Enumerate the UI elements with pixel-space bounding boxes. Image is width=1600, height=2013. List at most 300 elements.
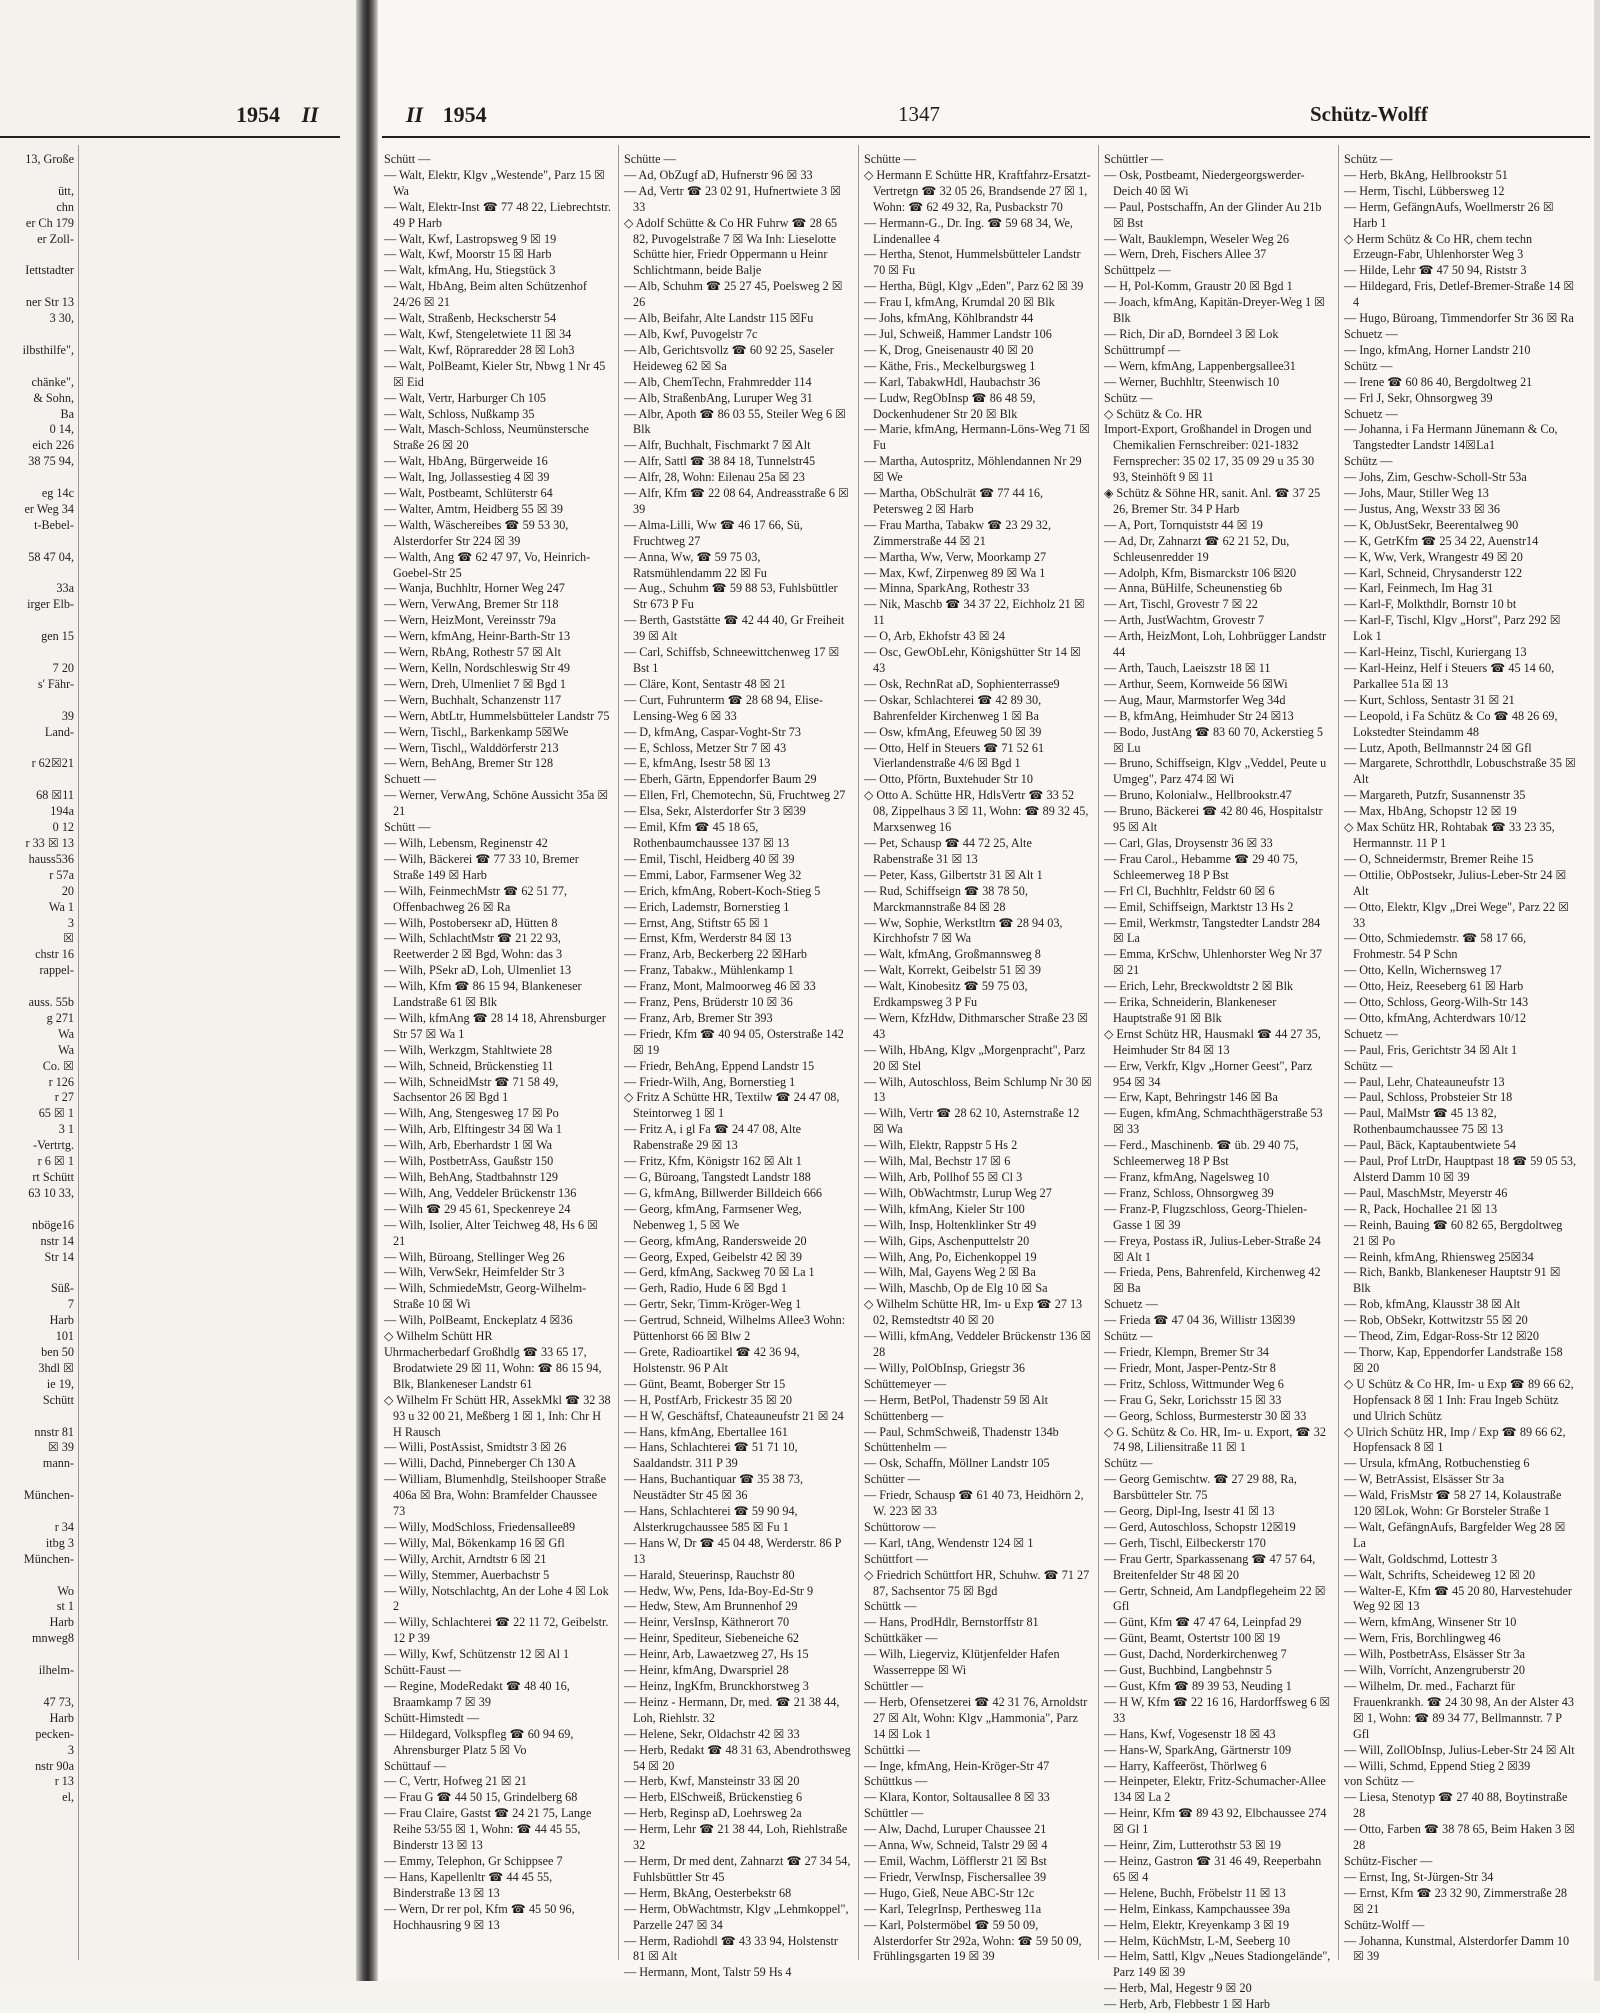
directory-entry: — Ernst, Ang, Stiftstr 65 ☒ 1 <box>624 915 769 930</box>
directory-entry: — Eugen, kfmAng, Schmachthägerstraße 53 ☒ 33 <box>1104 1106 1323 1137</box>
directory-entry: — Wern, kfmAng, Lappenbergsallee31 <box>1104 358 1296 373</box>
fragment-line <box>0 470 74 486</box>
surname-heading: Schütz — <box>1344 152 1393 166</box>
directory-entry: — Ottilie, ObPostsekr, Julius-Leber-Str 24 ☒ Alt <box>1344 867 1567 898</box>
surname-heading: Schüttenberg — <box>864 1408 944 1423</box>
directory-entry: — Alb, Beifahr, Alte Landstr 115 ☒Fu <box>624 311 814 326</box>
directory-entry: — Wilh, Arb, Pollhof 55 ☒ Cl 3 <box>864 1170 1023 1184</box>
directory-entry: — K, Drog, Gneisenaustr 40 ☒ 20 <box>864 342 1034 357</box>
directory-entry: — Karl-F, Tischl, Klgv „Horst", Parz 292 ☒ Lok 1 <box>1344 613 1561 644</box>
surname-heading: Schüttkäker — <box>864 1631 938 1646</box>
directory-entry: — Wilh, ObWachtmstr, Lurup Weg 27 <box>864 1185 1052 1200</box>
directory-entry: — Wilh, PostbetrAss, Elsässer Str 3a <box>1344 1647 1526 1662</box>
directory-entry: — Reinh, Bauing ☎ 60 82 65, Bergdoltweg 21 ☒ Po <box>1344 1217 1563 1248</box>
directory-entry: — Karl, Polstermöbel ☎ 59 50 09, Alsterdorfer Str 292a, Wohn: ☎ 59 50 09, Frühlingsgarten 19 ☒ 39 <box>864 1917 1082 1964</box>
directory-entry: — Helm, Sattl, Klgv „Neues Stadiongelände", Parz 149 ☒ 39 <box>1104 1949 1331 1980</box>
directory-entry: — Friedr, Kfm ☎ 40 94 05, Osterstraße 142 ☒ 19 <box>624 1026 844 1057</box>
fragment-line: er Ch 179 <box>25 215 74 230</box>
directory-entry: — Oskar, Schlachterei ☎ 42 89 30, Bahrenfelder Kirchenweg 1 ☒ Ba <box>864 692 1042 723</box>
directory-entry: — Hertha, Stenot, Hummelsbütteler Landstr 70 ☒ Fu <box>864 247 1081 278</box>
directory-entry: — Wilh, VerwSekr, Heimfelder Str 3 <box>384 1265 565 1280</box>
directory-entry: — Hans, ProdHdlr, Bernstorffstr 81 <box>864 1615 1039 1630</box>
directory-entry: — Wilh, Postoberseкr aD, Hütten 8 <box>384 915 558 930</box>
fragment-line: irger Elb- <box>27 597 74 612</box>
directory-entry: — Wilh, Büroang, Stellinger Weg 26 <box>384 1249 565 1264</box>
fragment-line: itbg 3 <box>45 1535 74 1550</box>
directory-entry: — Alb, StraßenbAng, Luruper Weg 31 <box>624 390 813 405</box>
column-3 <box>864 152 1092 1964</box>
directory-entry: — Rob, ObSekr, Kottwitzstr 55 ☒ 20 <box>1344 1313 1528 1328</box>
directory-entry: — Theod, Zim, Edgar-Ross-Str 12 ☒20 <box>1344 1329 1539 1344</box>
fragment-line: 65 ☒ 1 <box>38 1106 74 1121</box>
page-edge <box>1594 0 1600 1981</box>
fragment-line: 3hdl ☒ <box>38 1360 74 1375</box>
fragment-line <box>0 327 74 343</box>
fragment-line: 0 14, <box>49 422 74 437</box>
directory-entry: — Gerd, kfmAng, Sackweg 70 ☒ La 1 <box>624 1265 815 1280</box>
directory-entry: — Wilh, Insp, Holtenklinker Str 49 <box>864 1217 1037 1232</box>
fragment-line: 20 <box>61 883 74 898</box>
directory-entry: — Wern, Kelln, Nordschleswig Str 49 <box>384 661 570 675</box>
fragment-line: München- <box>23 1488 74 1503</box>
directory-entry: — K, ObJustSekr, Beerentalweg 90 <box>1344 517 1519 532</box>
book-gutter <box>356 0 378 1981</box>
directory-entry: — Arth, JustWachtm, Grovestr 7 <box>1104 613 1265 628</box>
directory-entry: — Wilh, PostbetrAss, Gaußstr 150 <box>384 1154 554 1169</box>
directory-entry: — Berth, Gaststätte ☎ 42 44 40, Gr Freiheit 39 ☒ Alt <box>624 613 845 644</box>
fragment-line <box>0 1568 74 1584</box>
fragment-line: 38 75 94, <box>28 454 74 469</box>
directory-entry: — Herb, Reginsp aD, Loehrsweg 2a <box>624 1806 802 1821</box>
directory-entry: — G, kfmAng, Billwerder Billdeich 666 <box>624 1185 823 1200</box>
fragment-line: gen 15 <box>41 629 74 644</box>
directory-entry: — Walt, Straßenb, Heckscherstr 54 <box>384 311 557 326</box>
directory-entry: — Frau G, Sekr, Lorichsstr 15 ☒ 33 <box>1104 1392 1282 1407</box>
directory-entry: — Herm, ObWachtmstr, Klgv „Lehmkoppel", Parzelle 247 ☒ 34 <box>624 1901 849 1932</box>
directory-entry: — G, Büroang, Tangstedt Landstr 188 <box>624 1170 811 1184</box>
directory-entry: — Emil, Schiffseign, Marktstr 13 Hs 2 <box>1104 899 1294 914</box>
fragment-line: auss. 55b <box>28 995 74 1010</box>
directory-entry: — Ernst, Ing, St-Jürgen-Str 34 <box>1344 1869 1494 1884</box>
fragment-line: hauss536 <box>28 851 74 866</box>
directory-entry: — Erw, Kapt, Behringstr 146 ☒ Ba <box>1104 1090 1278 1105</box>
left-header-year: 1954 <box>236 102 280 127</box>
surname-heading: Schütz-Fischer — <box>1344 1853 1433 1868</box>
fragment-line: Harb <box>49 1615 74 1630</box>
directory-entry: — Wern, kfmAng, Heinr-Barth-Str 13 <box>384 629 571 644</box>
directory-entry: — Walt, Schrifts, Scheideweg 12 ☒ 20 <box>1344 1567 1536 1582</box>
directory-entry: — William, Blumenhdlg, Steilshooper Straße 406a ☒ Bra, Wohn: Bramfelder Chaussee 73 <box>384 1472 607 1519</box>
directory-entry: — D, kfmAng, Caspar-Voght-Str 73 <box>624 724 801 739</box>
surname-heading: Schütte — <box>624 152 676 166</box>
directory-entry: — Willy, PolObInsp, Griegstr 36 <box>864 1360 1025 1375</box>
firm-entry: ◇ Friedrich Schüttfort HR, Schuhw. ☎ 71 27 87, Sachsentor 75 ☒ Bgd <box>864 1567 1090 1598</box>
firm-entry: ◇ Adolf Schütte & Co HR Fuhrw ☎ 28 65 82, Puvogelstraße 7 ☒ Wa Inh: Lieselotte Schütte hier, Friedr Oppermann u Heinr Schlichtmann, beide Balje <box>624 215 838 278</box>
directory-entry: — Paul, MaschMstr, Meyerstr 46 <box>1344 1185 1508 1200</box>
directory-entry: — Willy, Mal, Bökenkamp 16 ☒ Gfl <box>384 1535 565 1550</box>
directory-entry: — Johs, Zim, Geschw-Scholl-Str 53a <box>1344 470 1527 485</box>
surname-heading: Schütt — <box>384 820 431 835</box>
directory-entry: — Herm, Lehr ☎ 21 38 44, Loh, Riehlstraße 32 <box>624 1822 848 1853</box>
directory-entry: — Hans, kfmAng, Ebertallee 161 <box>624 1424 788 1439</box>
surname-heading: Schüttkus — <box>864 1774 928 1789</box>
firm-entry: ◇ Wilhelm Fr Schütt HR, AssekMkl ☎ 32 38 93 u 32 00 21, Meßberg 1 ☒ 1, Inh: Chr H H Rausch <box>384 1392 611 1439</box>
directory-entry: — Wilh, Mal, Gayens Weg 2 ☒ Ba <box>864 1265 1036 1280</box>
directory-entry: — Wilh, PolBeamt, Enckeplatz 4 ☒36 <box>384 1313 573 1328</box>
directory-entry: — Willi, Schmd, Eppend Stieg 2 ☒39 <box>1344 1758 1531 1773</box>
fragment-line: 7 20 <box>52 661 74 675</box>
directory-entry: — Minna, SparkAng, Rothestr 33 <box>864 581 1030 596</box>
directory-entry: — W, BetrAssist, Elsässer Str 3a <box>1344 1472 1505 1487</box>
directory-entry: — Alfr, 28, Wohn: Eilenau 25a ☒ 23 <box>624 470 805 485</box>
directory-entry: — Wilh, SchneidMstr ☎ 71 58 49, Sachsentor 26 ☒ Bgd 1 <box>384 1074 559 1105</box>
fragment-line: 39 <box>61 708 74 723</box>
directory-entry: — Georg, Exped, Geibelstr 42 ☒ 39 <box>624 1249 802 1264</box>
surname-heading: Schütte — <box>864 152 916 166</box>
directory-entry: — Anna, Ww, Schneid, Talstr 29 ☒ 4 <box>864 1838 1048 1853</box>
directory-entry: — Aug., Schuhm ☎ 59 88 53, Fuhlsbüttler Str 673 P Fu <box>624 581 838 612</box>
directory-entry: — Herm, Dr med dent, Zahnarzt ☎ 27 34 54, Fuhlsbüttler Str 45 <box>624 1853 851 1884</box>
directory-entry: — Paul, Schloss, Probsteier Str 18 <box>1344 1090 1513 1105</box>
directory-entry: — Willi, PostAssist, Smidtstr 3 ☒ 26 <box>384 1440 567 1455</box>
directory-entry: — Walt, Vertr, Harburger Ch 105 <box>384 390 547 405</box>
directory-entry: — Willi, Dachd, Pinneberger Ch 130 A <box>384 1456 577 1471</box>
directory-entry: — Anna, BüHilfe, Scheunenstieg 6b <box>1104 581 1283 596</box>
directory-entry: — Wilh, Werkzgm, Stahltwiete 28 <box>384 1042 552 1057</box>
fragment-line: ie 19, <box>46 1376 74 1391</box>
directory-entry: — Curt, Fuhrunterm ☎ 28 68 94, Elise-Lensing-Weg 6 ☒ 33 <box>624 692 823 723</box>
fragment-line: Süß- <box>50 1281 74 1296</box>
fragment-line: ben 50 <box>41 1344 74 1359</box>
directory-entry: — Friedr, Klempn, Bremer Str 34 <box>1104 1344 1270 1359</box>
directory-entry: — Hans, Kwf, Vogesenstr 18 ☒ 43 <box>1104 1726 1276 1741</box>
directory-entry: — Hans, Schlachterei ☎ 51 71 10, Saaldandstr. 311 P 39 <box>624 1440 798 1471</box>
directory-entry: — O, Schneidermstr, Bremer Reihe 15 <box>1344 851 1534 866</box>
directory-entry: — Bruno, Kolonialw., Hellbrookstr.47 <box>1104 788 1292 803</box>
column-rule-1 <box>618 145 619 1960</box>
fragment-line: 58 47 04, <box>28 549 74 564</box>
fragment-line: r 6 ☒ 1 <box>37 1154 74 1169</box>
directory-entry: — Erw, Verkfr, Klgv „Horner Geest", Parz 954 ☒ 34 <box>1104 1058 1313 1089</box>
directory-entry: — Wern, VerwAng, Bremer Str 118 <box>384 597 559 612</box>
directory-entry: — Frau G ☎ 44 50 15, Grindelberg 68 <box>384 1790 578 1805</box>
fragment-line: 3 <box>67 915 74 930</box>
column-5 <box>1344 152 1577 1964</box>
directory-entry: — Ingo, kfmAng, Horner Landstr 210 <box>1344 342 1531 357</box>
fragment-line: er Zoll- <box>37 231 74 246</box>
directory-entry: — Gust, Dachd, Norderkirchenweg 7 <box>1104 1647 1287 1662</box>
directory-entry: — Franz, Mont, Malmoorweg 46 ☒ 33 <box>624 979 816 994</box>
directory-entry: — Wern, Fris, Borchlingweg 46 <box>1344 1631 1501 1646</box>
directory-entry: — Wilh, Liegerviz, Klütjenfelder Hafen Wasserreppe ☒ Wi <box>864 1647 1060 1678</box>
directory-entry: — Wilh, Maschb, Op de Elg 10 ☒ Sa <box>864 1281 1048 1296</box>
directory-entry: — Wern, RbAng, Rothestr 57 ☒ Alt <box>384 645 561 660</box>
surname-heading: Schütz — <box>1344 358 1393 373</box>
directory-entry: — Aug, Maur, Marmstorfer Weg 34d <box>1104 692 1286 707</box>
directory-entry: — Willy, Kwf, Schützenstr 12 ☒ Al 1 <box>384 1647 570 1662</box>
directory-entry: — Emmy, Telephon, Gr Schippsee 7 <box>384 1853 563 1868</box>
fragment-line: München- <box>23 1551 74 1566</box>
directory-entry: — Bodo, JustAng ☎ 83 60 70, Ackerstieg 5 ☒ Lu <box>1104 724 1323 755</box>
directory-entry: — Heinz, IngKfm, Brunckhorstweg 3 <box>624 1679 809 1693</box>
directory-entry: — Helm, KüchMstr, L-M, Seeberg 10 <box>1104 1933 1291 1948</box>
directory-entry: — Otto, Heiz, Reeseberg 61 ☒ Harb <box>1344 979 1524 994</box>
directory-entry: — Wilh, Vertr ☎ 28 62 10, Asternstraße 12 ☒ Wa <box>864 1106 1080 1137</box>
directory-entry: — Emil, Wachm, Löfflerstr 21 ☒ Bst <box>864 1853 1047 1868</box>
fragment-line: ☒ 39 <box>47 1440 74 1455</box>
directory-entry: — Wilh, Ang, Stengesweg 17 ☒ Po <box>384 1106 559 1121</box>
directory-entry: — Gerd, Autoschloss, Schopstr 12☒19 <box>1104 1519 1296 1534</box>
fragment-line <box>0 1679 74 1695</box>
directory-entry: — Ursula, kfmAng, Rotbuchenstieg 6 <box>1344 1456 1530 1471</box>
directory-entry: — Franz, Arb, Bremer Str 393 <box>624 1010 773 1025</box>
directory-entry: — Herb, Kwf, Mansteinstr 33 ☒ 20 <box>624 1774 800 1789</box>
directory-entry: — Günt, Beamt, Boberger Str 15 <box>624 1376 786 1391</box>
directory-entry: — Hedw, Stew, Am Brunnenhof 29 <box>624 1599 798 1614</box>
directory-entry: — Emil, Werkmstr, Tangstedter Landstr 284 ☒ La <box>1104 915 1321 946</box>
directory-entry: — Wilh, Autoschloss, Beim Schlump Nr 30 ☒ 13 <box>864 1074 1092 1105</box>
fragment-line: ütt, <box>58 183 74 198</box>
directory-entry: — Grete, Radioartikel ☎ 42 36 94, Holstenstr. 96 P Alt <box>624 1344 800 1375</box>
directory-entry: — Harry, Kaffeeröst, Thörlweg 6 <box>1104 1758 1267 1773</box>
fragment-line: eich 226 <box>32 438 74 453</box>
directory-entry: — Carl, Schiffsb, Schneewittchenweg 17 ☒ Bst 1 <box>624 645 840 675</box>
directory-entry: — Kurt, Schloss, Sentastr 31 ☒ 21 <box>1344 692 1515 707</box>
directory-entry: — C, Vertr, Hofweg 21 ☒ 21 <box>384 1774 527 1789</box>
directory-entry: — Walt, Korrekt, Geibelstr 51 ☒ 39 <box>864 963 1041 978</box>
directory-entry: — Emil, Tischl, Heidberg 40 ☒ 39 <box>624 851 795 866</box>
directory-entry: — Wern, KfzHdw, Dithmarscher Straße 23 ☒ 43 <box>864 1010 1089 1041</box>
directory-entry: — Rud, Schiffseign ☎ 38 78 50, Marckmannstraße 84 ☒ 28 <box>864 883 1028 914</box>
fragment-line <box>0 645 74 661</box>
directory-entry: — Wilh, HbAng, Klgv „Morgenpracht", Parz 20 ☒ Stel <box>864 1042 1086 1073</box>
directory-entry: — Osk, Postbeamt, Niedergeorgswerder-Deich 40 ☒ Wi <box>1104 167 1305 198</box>
firm-entry: ◇ Otto A. Schütte HR, HdlsVertr ☎ 33 52 08, Zippelhaus 3 ☒ 11, Wohn: ☎ 89 32 45, Marxsenweg 16 <box>864 788 1089 835</box>
directory-entry: — Cläre, Kont, Sentastr 48 ☒ 21 <box>624 676 786 691</box>
directory-entry: — Walt, Masch-Schloss, Neumünstersche Straße 26 ☒ 20 <box>384 422 589 453</box>
directory-entry: — Martha, ObSchulrät ☎ 77 44 16, Petersweg 2 ☒ Harb <box>864 486 1044 516</box>
directory-entry: — Erich, Lademstr, Bornerstieg 1 <box>624 899 790 914</box>
directory-entry: — Hedw, Ww, Pens, Ida-Boy-Ed-Str 9 <box>624 1583 814 1598</box>
directory-entry: — Herb, Arb, Flebbestr 1 ☒ Harb <box>1104 1997 1270 2012</box>
directory-entry: — Wilh, Bäckerei ☎ 77 33 10, Bremer Straße 149 ☒ Harb <box>384 851 579 882</box>
surname-heading: Schüttler — <box>864 1679 924 1693</box>
running-head: Schütz-Wolff <box>1310 102 1428 126</box>
fragment-line: Harb <box>49 1313 74 1328</box>
column-4 <box>1104 152 1332 2012</box>
directory-entry: — Wern, HeizMont, Vereinsstr 79a <box>384 613 556 628</box>
directory-entry: — Heinpeter, Elektr, Fritz-Schumacher-Allee 134 ☒ La 2 <box>1104 1774 1326 1805</box>
surname-heading: Schüttler — <box>864 1806 924 1821</box>
fragment-line: t-Bebel- <box>34 517 74 532</box>
fragment-line: chänke", <box>31 374 74 389</box>
directory-entry: — Herm, GefängnAufs, Woellmerstr 26 ☒ Harb 1 <box>1344 199 1554 230</box>
surname-heading: Schuetz — <box>1104 1297 1158 1312</box>
directory-entry: — Regine, ModeRedakt ☎ 48 40 16, Braamkamp 7 ☒ 39 <box>384 1679 570 1709</box>
firm-entry: ◇ U Schütz & Co HR, Im- u Exp ☎ 89 66 62, Hopfensack 8 ☒ 1 Inh: Frau Ingeb Schütz und Ulrich Schütz <box>1344 1376 1574 1423</box>
fragment-line <box>0 1504 74 1520</box>
directory-entry: — Otto, Schloss, Georg-Wilh-Str 143 <box>1344 995 1529 1010</box>
directory-entry: — Walt, Goldschmd, Lottestr 3 <box>1344 1551 1498 1566</box>
directory-entry: — Ellen, Frl, Chemotechn, Sü, Fruchtweg 27 <box>624 788 846 803</box>
fragment-line: 3 30, <box>49 311 74 326</box>
surname-heading: Schütt — <box>384 152 431 166</box>
directory-entry: — Friedr-Wilh, Ang, Bornerstieg 1 <box>624 1074 796 1089</box>
directory-entry: — Wilh, Gips, Aschenputtelstr 20 <box>864 1233 1030 1248</box>
fragment-line <box>0 741 74 757</box>
directory-entry: — Walt, Kwf, Stengeletwiete 11 ☒ 34 <box>384 326 572 341</box>
directory-entry: — Walt, Kwf, Röpraredder 28 ☒ Loh3 <box>384 342 575 357</box>
directory-entry: — Wilh, Isolier, Alter Teichweg 48, Hs 6 ☒ 21 <box>384 1217 599 1248</box>
left-column-fragments <box>0 152 74 1952</box>
directory-entry: — Franz-P, Flugzschloss, Georg-Thielen-Gasse 1 ☒ 39 <box>1104 1201 1308 1232</box>
directory-entry: — B, kfmAng, Heimhuder Str 24 ☒13 <box>1104 708 1294 723</box>
fragment-line: & Sohn, <box>33 390 74 405</box>
directory-entry: — Georg, kfmAng, Farmsener Weg, Nebenweg 1, 5 ☒ We <box>624 1201 802 1232</box>
directory-entry: — Wald, FrisMstr ☎ 58 27 14, Kolaustraße 120 ☒Lok, Wohn: Gr Borsteler Straße 1 <box>1344 1488 1562 1519</box>
directory-entry: — Heinr, Zim, Lutterothstr 53 ☒ 19 <box>1104 1838 1281 1853</box>
fragment-line: r 34 <box>54 1519 74 1534</box>
directory-entry: — Frau Claire, Gastst ☎ 24 21 75, Lange Reihe 53/55 ☒ 1, Wohn: ☎ 44 45 55, Binderstr 13 ☒ 13 <box>384 1806 592 1853</box>
directory-entry: — Walt, Kinobesitz ☎ 59 75 03, Erdkampsweg 3 P Fu <box>864 979 1028 1010</box>
directory-entry: — Alb, Kwf, Puvogelstr 7c <box>624 326 758 341</box>
surname-heading: Schüttk — <box>864 1599 917 1614</box>
directory-entry: — Franz, kfmAng, Nagelsweg 10 <box>1104 1170 1270 1184</box>
firm-entry: ◇ Hermann E Schütte HR, Kraftfahrz-Ersatzt-Vertretgn ☎ 32 05 26, Brandsende 27 ☒ 1, Wohn: ☎ 62 49 32, Ra, Pusbackstr 70 <box>864 167 1091 214</box>
fragment-line: Wa <box>58 1042 74 1057</box>
surname-heading: Schüttorow — <box>864 1519 936 1534</box>
directory-entry: — Heinr, kfmAng, Dwarspriel 28 <box>624 1663 789 1678</box>
directory-entry: — Frl Cl, Buchhltr, Feldstr 60 ☒ 6 <box>1104 883 1275 898</box>
directory-entry: — Hildegard, Volkspfleg ☎ 60 94 69, Ahrensburger Platz 5 ☒ Vo <box>384 1726 574 1757</box>
directory-entry: — Hans W, Dr ☎ 45 04 48, Werderstr. 86 P 13 <box>624 1535 841 1566</box>
fragment-line: Wa <box>58 1026 74 1041</box>
fragment-line: r 33 ☒ 13 <box>25 835 74 850</box>
directory-entry: — Willy, ModSchloss, Friedensallee89 <box>384 1519 576 1534</box>
fragment-line: r 13 <box>54 1774 74 1789</box>
directory-entry: — Rich, Bankb, Blankeneser Hauptstr 91 ☒ Blk <box>1344 1265 1561 1296</box>
directory-entry: — Ludw, RegObInsp ☎ 86 48 59, Dockenhudener Str 20 ☒ Blk <box>864 390 1036 421</box>
directory-entry: — Wern, BehAng, Bremer Str 128 <box>384 756 554 771</box>
directory-entry: — Klara, Kontor, Soltausallee 8 ☒ 33 <box>864 1790 1050 1805</box>
fragment-line <box>0 279 74 295</box>
directory-entry: — H, Pol-Komm, Graustr 20 ☒ Bgd 1 <box>1104 279 1293 294</box>
fragment-line: Land- <box>44 724 74 739</box>
directory-entry: — Wilh, Lebensm, Reginenstr 42 <box>384 835 548 850</box>
directory-entry: — Wanja, Buchhltr, Horner Weg 247 <box>384 581 565 596</box>
directory-entry: — Fritz, Schloss, Wittmunder Weg 6 <box>1104 1376 1284 1391</box>
fragment-line: r 27 <box>54 1090 74 1105</box>
directory-entry: — Wilh, BehAng, Stadtbahnstr 129 <box>384 1170 558 1184</box>
directory-entry: — Alb, Gerichtsvollz ☎ 60 92 25, Saseler Heideweg 62 ☒ Sa <box>624 342 834 373</box>
directory-entry: — Georg, Schloss, Burmesterstr 30 ☒ 33 <box>1104 1408 1307 1423</box>
directory-entry: — Hans, Schlachterei ☎ 59 90 94, Alsterkrugchaussee 585 ☒ Fu 1 <box>624 1504 798 1534</box>
directory-entry: — Hans-W, SparkAng, Gärtnerstr 109 <box>1104 1742 1292 1757</box>
directory-entry: — Heinr, VersInsp, Käthnerort 70 <box>624 1615 790 1630</box>
directory-entry: — Helm, Einkass, Kampchaussee 39a <box>1104 1901 1291 1916</box>
fragment-line: Ba <box>60 406 74 421</box>
directory-entry: — E, Schloss, Metzer Str 7 ☒ 43 <box>624 740 787 755</box>
directory-entry: — Paul, Prof LtrDr, Hauptpast 18 ☎ 59 05 53, Alsterd Damm 10 ☒ 39 <box>1344 1154 1577 1184</box>
directory-entry: — Otto, Pförtn, Buxtehuder Str 10 <box>864 772 1033 787</box>
fragment-line: chn <box>56 199 74 214</box>
directory-entry: — Gertr, Schneid, Am Landpflegeheim 22 ☒ Gfl <box>1104 1583 1326 1614</box>
directory-entry: — Wilh, Ang, Po, Eichenkoppel 19 <box>864 1249 1037 1264</box>
directory-entry: — Emma, KrSchw, Uhlenhorster Weg Nr 37 ☒ 21 <box>1104 947 1323 978</box>
firm-entry: ◈ Schütz & Söhne HR, sanit. Anl. ☎ 37 25 26, Bremer Str. 34 P Harb <box>1104 486 1321 516</box>
directory-entry: — Walt, PolBeamt, Kieler Str, Nbwg 1 Nr 45 ☒ Eid <box>384 358 606 389</box>
directory-entry: — Martha, Ww, Verw, Moorkamp 27 <box>864 549 1047 564</box>
directory-entry: — Wern, Dr rer pol, Kfm ☎ 45 50 96, Hochhausring 9 ☒ 13 <box>384 1901 575 1932</box>
directory-entry: — Karl, TabakwHdl, Haubachstr 36 <box>864 374 1041 389</box>
fragment-line: s' Fähr- <box>37 676 74 691</box>
directory-entry: — Gertr, Sekr, Timm-Kröger-Weg 1 <box>624 1297 802 1312</box>
directory-entry: — Herb, BkAng, Hellbrookstr 51 <box>1344 167 1508 182</box>
directory-entry: — Hildegard, Fris, Detlef-Bremer-Straße 14 ☒ 4 <box>1344 279 1575 310</box>
directory-entry: — Marie, kfmAng, Hermann-Löns-Weg 71 ☒ Fu <box>864 422 1091 453</box>
directory-entry: — Wilh, FeinmechMstr ☎ 62 51 77, Offenbachweg 26 ☒ Ra <box>384 883 568 914</box>
directory-entry: — Justus, Ang, Wexstr 33 ☒ 36 <box>1344 501 1500 516</box>
surname-heading: Schüttler — <box>1104 152 1164 166</box>
right-header-rule <box>382 136 1590 138</box>
directory-entry: — Ernst, Kfm ☎ 23 32 90, Zimmerstraße 28 ☒ 21 <box>1344 1885 1568 1916</box>
directory-entry: — Walth, Ang ☎ 62 47 97, Vo, Heinrich-Goebel-Str 25 <box>384 549 591 580</box>
directory-entry: — Osc, GewObLehr, Königshütter Str 14 ☒ 43 <box>864 645 1081 675</box>
fragment-line <box>0 772 74 788</box>
directory-entry: — Walt, Kwf, Lastropsweg 9 ☒ 19 <box>384 231 557 246</box>
directory-entry: — Erika, Schneiderin, Blankeneser Hauptstraße 91 ☒ Blk <box>1104 995 1277 1025</box>
directory-entry: — Arth, Tauch, Laeiszstr 18 ☒ 11 <box>1104 661 1271 675</box>
directory-entry: — Harald, Steuerinsp, Rauchstr 80 <box>624 1567 795 1582</box>
directory-entry: — Walt, kfmAng, Großmannsweg 8 <box>864 947 1041 962</box>
directory-entry: — Alb, ChemTechn, Frahmredder 114 <box>624 374 812 389</box>
fragment-line: mnweg8 <box>32 1631 74 1646</box>
fragment-line: el, <box>62 1790 74 1805</box>
column-rule-3 <box>1098 145 1099 1960</box>
fragment-line: 63 10 33, <box>28 1185 74 1200</box>
directory-entry: — Margarete, Schrotthdlr, Lobuschstraße 35 ☒ Alt <box>1344 756 1576 787</box>
directory-entry: — Gerh, Tischl, Eilbeckerstr 170 <box>1104 1535 1266 1550</box>
directory-entry: — Irene ☎ 60 86 40, Bergdoltweg 21 <box>1344 374 1533 389</box>
surname-heading: Schüttauf — <box>384 1758 446 1773</box>
directory-entry: — Freya, Postass iR, Julius-Leber-Straße 24 ☒ Alt 1 <box>1104 1233 1321 1264</box>
directory-entry: — Johs, kfmAng, Köhlbrandstr 44 <box>864 311 1034 326</box>
directory-entry: — Wilh, Ang, Veddeler Brückenstr 136 <box>384 1185 577 1200</box>
directory-entry: — Ad, Dr, Zahnarzt ☎ 62 21 52, Du, Schleusenredder 19 <box>1104 533 1290 564</box>
directory-entry: — Walt, Kwf, Moorstr 15 ☒ Harb <box>384 247 552 262</box>
directory-entry: — Osw, kfmAng, Efeuweg 50 ☒ 39 <box>864 724 1042 739</box>
directory-entry: — Walt, Elektr, Klgv „Westende", Parz 15 ☒ Wa <box>384 167 606 198</box>
fragment-line <box>0 1265 74 1281</box>
directory-entry: — Wilh, kfmAng ☎ 28 14 18, Ahrensburger Str 57 ☒ Wa 1 <box>384 1010 606 1041</box>
fragment-line: r 126 <box>48 1074 74 1089</box>
directory-entry: — Gerh, Radio, Hude 6 ☒ Bgd 1 <box>624 1281 787 1296</box>
directory-entry: — Fritz, Kfm, Königstr 162 ☒ Alt 1 <box>624 1154 802 1169</box>
directory-entry: — Wilh, Arb, Eberhardstr 1 ☒ Wa <box>384 1138 553 1153</box>
directory-entry: — Wilhelm, Dr. med., Facharzt für Frauenkrankh. ☎ 24 30 98, An der Alster 43 ☒ 1, Wohn: ☎ 89 34 77, Bellmannstr. 7 P Gfl <box>1344 1679 1574 1741</box>
directory-entry: — Friedr, BehAng, Eppend Landstr 15 <box>624 1058 815 1073</box>
right-header-volume: II <box>406 102 424 127</box>
directory-entry: — Bruno, Schiffseign, Klgv „Veddel, Peute u Umgeg", Parz 474 ☒ Wi <box>1104 756 1327 787</box>
directory-entry: — Willi, kfmAng, Veddeler Brückenstr 136 ☒ 28 <box>864 1329 1092 1359</box>
directory-entry: — Paul, MalMstr ☎ 45 13 82, Rothenbaumchaussee 75 ☒ 13 <box>1344 1106 1504 1137</box>
directory-entry: — Wern, Buchhalt, Schanzenstr 117 <box>384 692 562 707</box>
directory-entry: — Fritz A, i gl Fa ☎ 24 47 08, Alte Rabenstraße 29 ☒ 13 <box>624 1122 802 1153</box>
directory-entry: — Hans, Kapellenltr ☎ 44 45 55, Binderstraße 13 ☒ 13 <box>384 1869 553 1900</box>
fragment-line: 3 <box>67 1742 74 1757</box>
directory-entry: — Wern, kfmAng, Winsener Str 10 <box>1344 1615 1517 1630</box>
directory-entry: — Franz, Pens, Brüderstr 10 ☒ 36 <box>624 995 793 1010</box>
